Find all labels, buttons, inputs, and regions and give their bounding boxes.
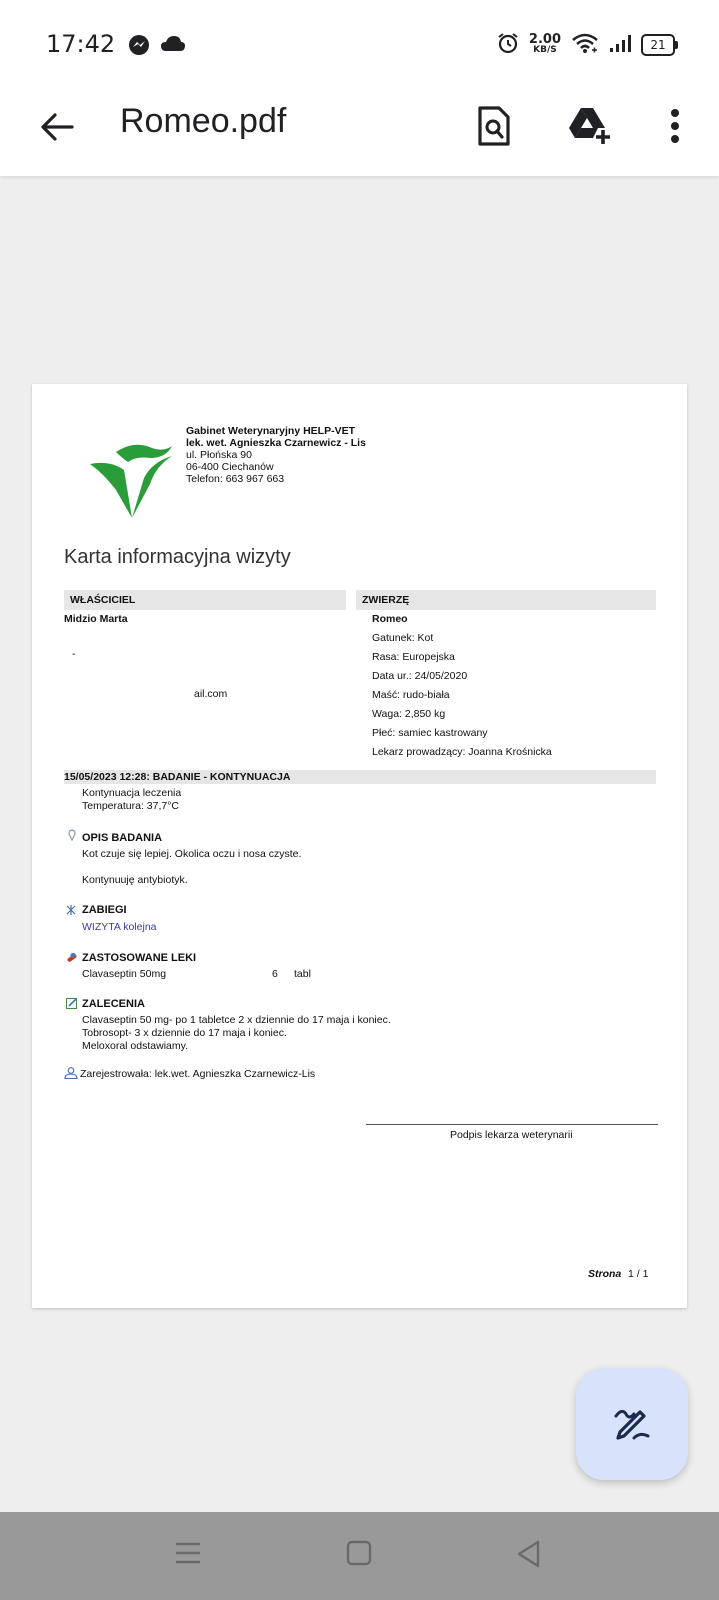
animal-species: Gatunek: Kot	[372, 632, 434, 644]
animal-sex: Płeć: samiec kastrowany	[372, 727, 488, 739]
speed-value: 2.00	[528, 32, 561, 47]
clinic-street: ul. Płońska 90	[186, 449, 252, 461]
visit-line-2: Temperatura: 37,7°C	[82, 800, 179, 812]
add-to-drive-button[interactable]	[562, 98, 618, 154]
back-button[interactable]	[34, 104, 80, 150]
more-vert-icon	[670, 108, 680, 144]
animal-weight: Waga: 2,850 kg	[372, 708, 446, 720]
more-options-button[interactable]	[647, 98, 703, 154]
app-bar	[0, 84, 719, 176]
status-bar	[0, 0, 719, 84]
page-word: Strona	[588, 1268, 622, 1280]
add-to-drive-icon	[567, 106, 613, 146]
procedures-item[interactable]: WIZYTA kolejna	[82, 921, 157, 933]
file-title: Romeo.pdf	[120, 102, 287, 140]
owner-line: -	[72, 648, 76, 660]
battery-icon: 21	[641, 34, 675, 56]
messenger-icon	[128, 34, 150, 61]
edit-pen-icon	[610, 1402, 654, 1446]
visit-line-1: Kontynuacja leczenia	[82, 787, 182, 799]
speed-unit: KB/S	[533, 45, 557, 55]
animal-header: ZWIERZĘ	[356, 590, 656, 610]
alarm-icon	[497, 32, 519, 59]
exam-line-1: Kot czuje się lepiej. Okolica oczu i nosa czyste.	[82, 848, 302, 860]
back-arrow-icon	[40, 112, 74, 142]
clinic-logo	[86, 440, 178, 525]
find-in-page-button[interactable]	[466, 98, 522, 154]
cloud-icon	[160, 34, 186, 59]
clinic-name: Gabinet Weterynaryjny HELP-VET	[186, 425, 356, 437]
signal-icon	[609, 33, 631, 58]
signature-label: Podpis lekarza weterynarii	[450, 1129, 573, 1141]
drug-name: Clavaseptin 50mg	[82, 968, 167, 980]
recommendations-header: ZALECENIA	[82, 998, 145, 1010]
recommendations-icon	[66, 996, 78, 1014]
pdf-page[interactable]	[32, 384, 687, 1308]
registered-by: Zarejestrowała: lek.wet. Agnieszka Czarnewicz-Lis	[80, 1068, 316, 1080]
signature-line	[366, 1124, 658, 1125]
animal-birth: Data ur.: 24/05/2020	[372, 670, 468, 682]
menu-icon[interactable]	[174, 1540, 202, 1571]
clinic-vet: lek. wet. Agnieszka Czarnewicz - Lis	[186, 437, 366, 449]
annotate-button[interactable]	[576, 1368, 688, 1480]
recommendation-line-2: Tobrosopt- 3 x dziennie do 17 maja i koniec.	[82, 1027, 287, 1039]
document-title: Karta informacyjna wizyty	[64, 546, 291, 568]
drug-unit: tabl	[294, 968, 311, 980]
animal-breed: Rasa: Europejska	[372, 651, 455, 663]
recommendation-line-1: Clavaseptin 50 mg- po 1 tabletce 2 x dziennie do 17 maja i koniec.	[82, 1014, 391, 1026]
navigation-bar	[0, 1512, 719, 1600]
procedures-icon	[66, 902, 76, 920]
clinic-phone: Telefon: 663 967 663	[186, 473, 285, 485]
visit-header: 15/05/2023 12:28: BADANIE - KONTYNUACJA	[64, 770, 656, 784]
clinic-city: 06-400 Ciechanów	[186, 461, 274, 473]
network-speed	[529, 34, 561, 56]
user-icon	[64, 1066, 78, 1084]
find-in-page-icon	[477, 106, 511, 146]
drug-qty: 6	[272, 968, 278, 980]
exam-header: OPIS BADANIA	[82, 832, 163, 844]
animal-doctor: Lekarz prowadzący: Joanna Krośnicka	[372, 746, 552, 758]
animal-color: Maść: rudo-biała	[372, 689, 450, 701]
owner-email: ail.com	[194, 688, 228, 700]
procedures-header: ZABIEGI	[82, 904, 127, 916]
back-triangle-icon[interactable]	[516, 1540, 542, 1573]
page-number: 1 / 1	[628, 1268, 649, 1280]
recommendation-line-3: Meloxoral odstawiamy.	[82, 1040, 189, 1052]
animal-name: Romeo	[372, 613, 408, 625]
exam-line-2: Kontynuuję antybiotyk.	[82, 874, 188, 886]
drugs-header: ZASTOSOWANE LEKI	[82, 952, 197, 964]
drugs-icon	[66, 950, 78, 968]
owner-header: WŁAŚCICIEL	[64, 590, 346, 610]
home-icon[interactable]	[346, 1540, 372, 1571]
owner-name: Midzio Marta	[64, 613, 128, 625]
status-time: 17:42	[46, 30, 116, 58]
wifi-icon	[571, 32, 599, 59]
exam-icon	[68, 828, 76, 846]
